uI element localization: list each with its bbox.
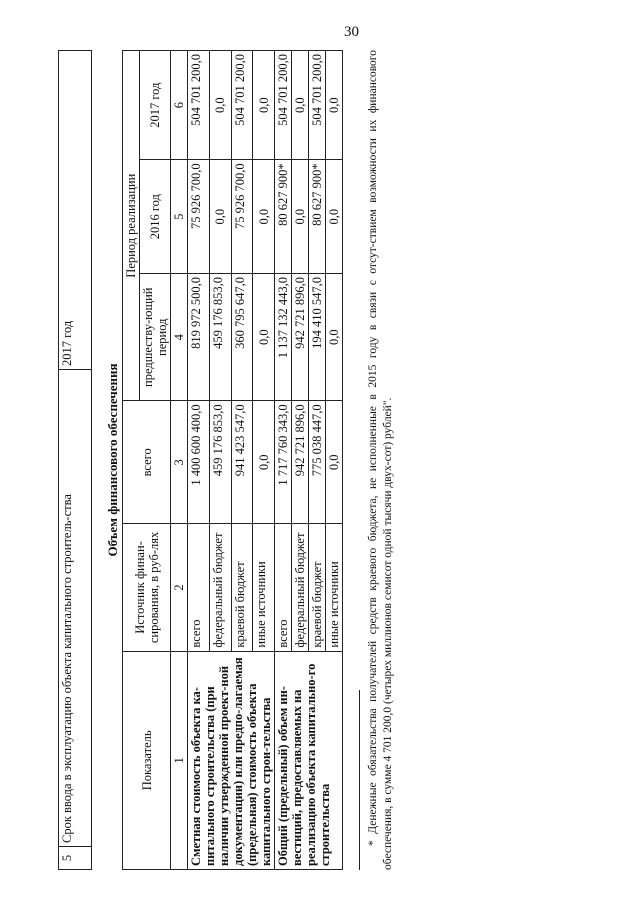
source-cell: всего (188, 524, 210, 651)
y2016-cell: 75 926 700,0 (231, 160, 253, 274)
footnote: * Денежные обязательства получателей средств краевого бюджета, не исполненные в 2015 году в связи с отсут-ствием возможности их финансового обеспечения, в сумме 4 701 200,0 (четырех миллионов семисот одной тысячи двух-сот) рублей". (367, 50, 394, 870)
y2016-cell: 0,0 (209, 160, 231, 274)
column-numbers-row (171, 51, 188, 870)
prior-cell: 459 176 853,0 (209, 274, 231, 401)
y2017-cell: 504 701 200,0 (309, 51, 326, 160)
item-label: Срок ввода в эксплуатацию объекта капитального строитель-ства (59, 370, 92, 847)
col-number: 5 (171, 160, 188, 274)
y2016-cell: 0,0 (292, 160, 309, 274)
col-number: 2 (171, 524, 188, 651)
rotated-page-content (58, 50, 396, 870)
y2017-cell: 0,0 (292, 51, 309, 160)
indicator-cell: Сметная стоимость объекта ка-питального строительства (при наличии утвержденной проект-ной документации) или предпо-лагаемая (предельная) стоимость объекта капитального строи-тельства (188, 651, 275, 869)
section-title: Объем финансового обеспечения (105, 363, 120, 557)
prior-cell: 194 410 547,0 (309, 274, 326, 401)
header-row (123, 51, 140, 870)
y2017-cell: 0,0 (209, 51, 231, 160)
y2017-cell: 504 701 200,0 (231, 51, 253, 160)
table-row (275, 51, 292, 870)
table-row (188, 51, 210, 870)
commissioning-table (58, 50, 92, 870)
total-cell: 775 038 447,0 (309, 401, 326, 524)
total-cell: 941 423 547,0 (231, 401, 253, 524)
prior-cell: 360 795 647,0 (231, 274, 253, 401)
y2017-cell: 504 701 200,0 (275, 51, 292, 160)
item-number: 5 (59, 847, 92, 870)
financing-table (102, 50, 343, 870)
header-total: всего (123, 401, 171, 524)
header-period: Период реализации (123, 51, 140, 401)
prior-cell: 1 137 132 443,0 (275, 274, 292, 401)
indicator-cell: Общий (предельный) объем ин-вестиций, предоставляемых на реализацию объекта капитально-го строительства (275, 651, 343, 869)
header-prior: предшеству-ющий период (140, 274, 171, 401)
page-number: 30 (344, 24, 359, 40)
source-cell: федеральный бюджет (209, 524, 231, 651)
prior-cell: 942 721 896,0 (292, 274, 309, 401)
source-cell: всего (275, 524, 292, 651)
y2016-cell: 80 627 900* (309, 160, 326, 274)
y2016-cell: 80 627 900* (275, 160, 292, 274)
total-cell: 0,0 (326, 401, 343, 524)
prior-cell: 0,0 (253, 274, 275, 401)
total-cell: 459 176 853,0 (209, 401, 231, 524)
y2017-cell: 0,0 (326, 51, 343, 160)
col-number: 4 (171, 274, 188, 401)
prior-cell: 819 972 500,0 (188, 274, 210, 401)
header-2017: 2017 год (140, 51, 171, 160)
footnote-divider (359, 690, 360, 870)
source-cell: краевой бюджет (309, 524, 326, 651)
y2016-cell: 75 926 700,0 (188, 160, 210, 274)
total-cell: 1 400 600 400,0 (188, 401, 210, 524)
source-cell: иные источники (326, 524, 343, 651)
header-source: Источник финан-сирования, в руб-лях (123, 524, 171, 651)
source-cell: иные источники (253, 524, 275, 651)
source-cell: федеральный бюджет (292, 524, 309, 651)
y2017-cell: 504 701 200,0 (188, 51, 210, 160)
source-cell: краевой бюджет (231, 524, 253, 651)
y2016-cell: 0,0 (326, 160, 343, 274)
header-2016: 2016 год (140, 160, 171, 274)
col-number: 3 (171, 401, 188, 524)
y2017-cell: 0,0 (253, 51, 275, 160)
item-value: 2017 год (59, 51, 92, 370)
col-number: 1 (171, 651, 188, 869)
y2016-cell: 0,0 (253, 160, 275, 274)
col-number: 6 (171, 51, 188, 160)
total-cell: 1 717 760 343,0 (275, 401, 292, 524)
prior-cell: 0,0 (326, 274, 343, 401)
total-cell: 942 721 896,0 (292, 401, 309, 524)
header-indicator: Показатель (123, 651, 171, 869)
table-row (59, 51, 92, 870)
total-cell: 0,0 (253, 401, 275, 524)
